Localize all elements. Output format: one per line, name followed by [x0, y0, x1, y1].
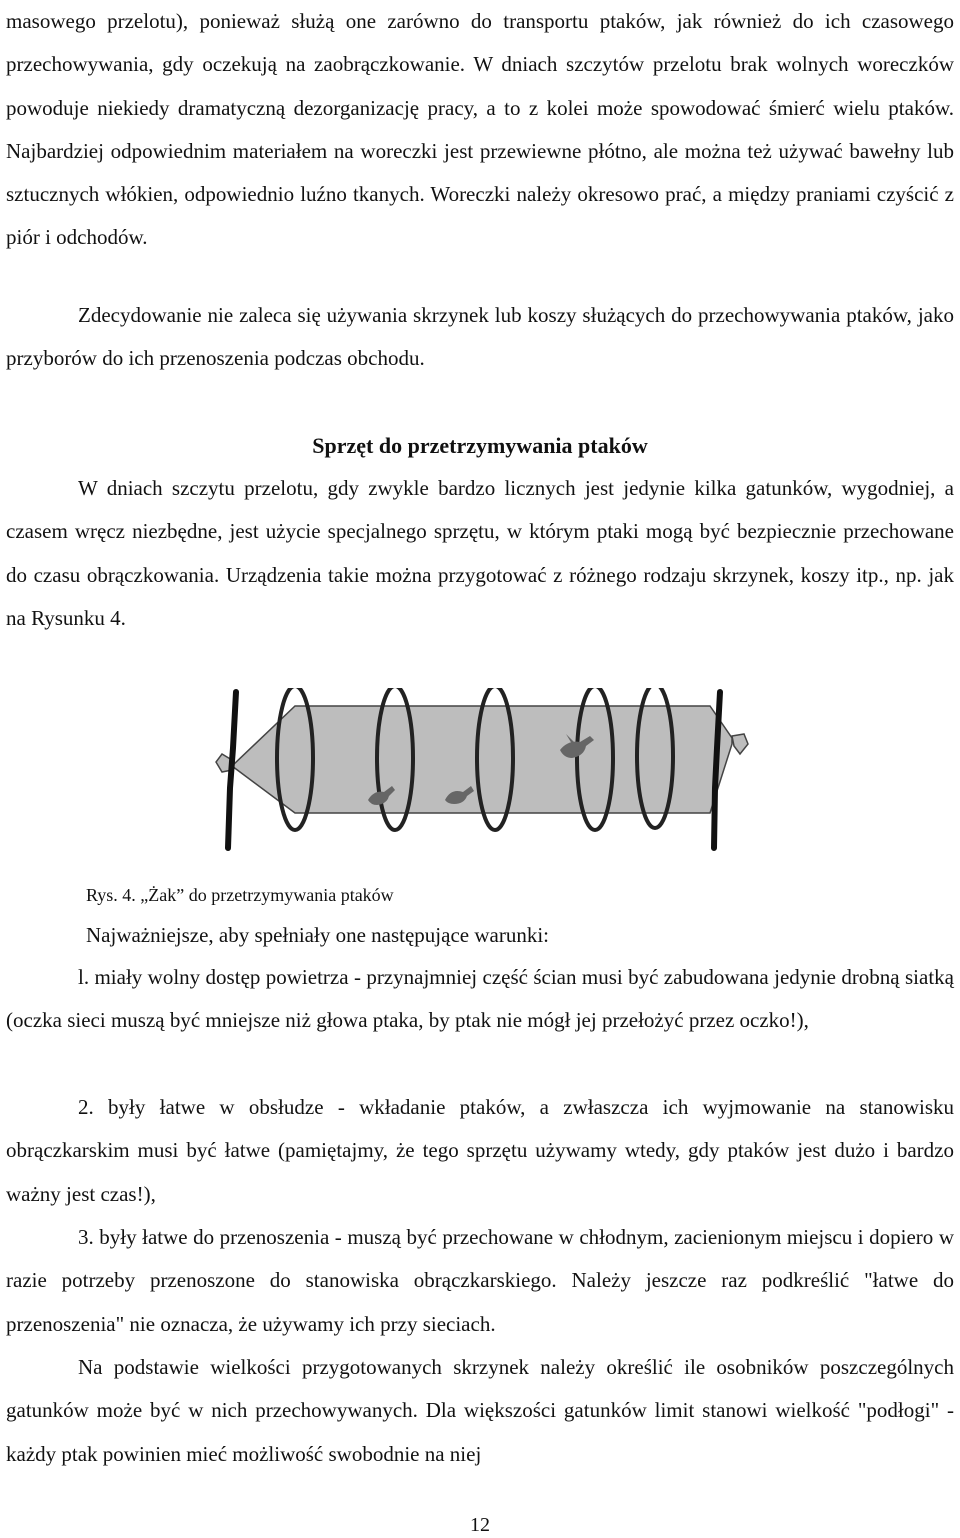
bird-trap-illustration [200, 688, 760, 858]
list-item: l. miały wolny dostęp powietrza - przynajmniej część ścian musi być zabudowana jedynie drobną siatką (oczka sieci muszą być mniejsze niż głowa ptaka, by ptak nie mógł jej przełożyć przez oczko!), [6, 965, 954, 1033]
list-item: 3. były łatwe do przenoszenia - muszą być przechowane w chłodnym, zacienionym miejscu i dopiero w razie potrzeby przenoszone do stanowiska obrączkarskiego. Należy jeszcze raz podkreślić "łatwe do przenoszenia" nie oznacza, że używamy ich przy sieciach. [6, 1225, 954, 1336]
page-number: 12 [470, 1514, 490, 1536]
list-intro: Najważniejsze, aby spełniały one następujące warunki: [86, 923, 549, 947]
list-item: 2. były łatwe w obsłudze - wkładanie ptaków, a zwłaszcza ich wyjmowanie na stanowisku obrączkarskim musi być łatwe (pamiętajmy, że tego sprzętu używamy wtedy, gdy ptaków jest dużo i bardzo ważny jest czas!), [6, 1095, 954, 1206]
figure-bird-trap [200, 688, 760, 858]
paragraph-baskets: Zdecydowanie nie zaleca się używania skrzynek lub koszy służących do przechowywania ptaków, jako przyborów do ich przenoszenia podczas obchodu. [6, 303, 954, 371]
figure-caption: Rys. 4. „Żak” do przetrzymywania ptaków [86, 885, 394, 905]
net-body [232, 706, 732, 813]
net-right-tie [732, 734, 748, 754]
paragraph-equipment: W dniach szczytu przelotu, gdy zwykle bardzo licznych jest jedynie kilka gatunków, wygodniej, a czasem wręcz niezbędne, jest użycie specjalnego sprzętu, w którym ptaki mogą być bezpiecznie przechowane do czasu obrączkowania. Urządzenia takie można przygotować z różnego rodzaju skrzynek, koszy itp., np. jak na Rysunku 4. [6, 476, 954, 630]
stake-left [228, 692, 236, 848]
paragraph-continued: masowego przelotu), ponieważ służą one zarówno do transportu ptaków, jak również do ich czasowego przechowywania, gdy oczekują na zaobrączkowanie. W dniach szczytów przelotu brak wolnych woreczków powoduje niekiedy dramatyczną dezorganizację pracy, a to z kolei może spowodować śmierć wielu ptaków. Najbardziej odpowiednim materiałem na woreczki jest przewiewne płótno, ale można też używać bawełny lub sztucznych włókien, odpowiednio luźno tkanych. Woreczki należy okresowo prać, a między praniami czyścić z piór i odchodów. [6, 9, 954, 250]
paragraph-floor-limit: Na podstawie wielkości przygotowanych skrzynek należy określić ile osobników poszczególnych gatunków może być w nich przechowywanych. Dla większości gatunków limit stanowi wielkość "podłogi" - każdy ptak powinien mieć możliwość swobodnie na niej [6, 1355, 954, 1466]
section-heading: Sprzęt do przetrzymywania ptaków [312, 433, 648, 458]
